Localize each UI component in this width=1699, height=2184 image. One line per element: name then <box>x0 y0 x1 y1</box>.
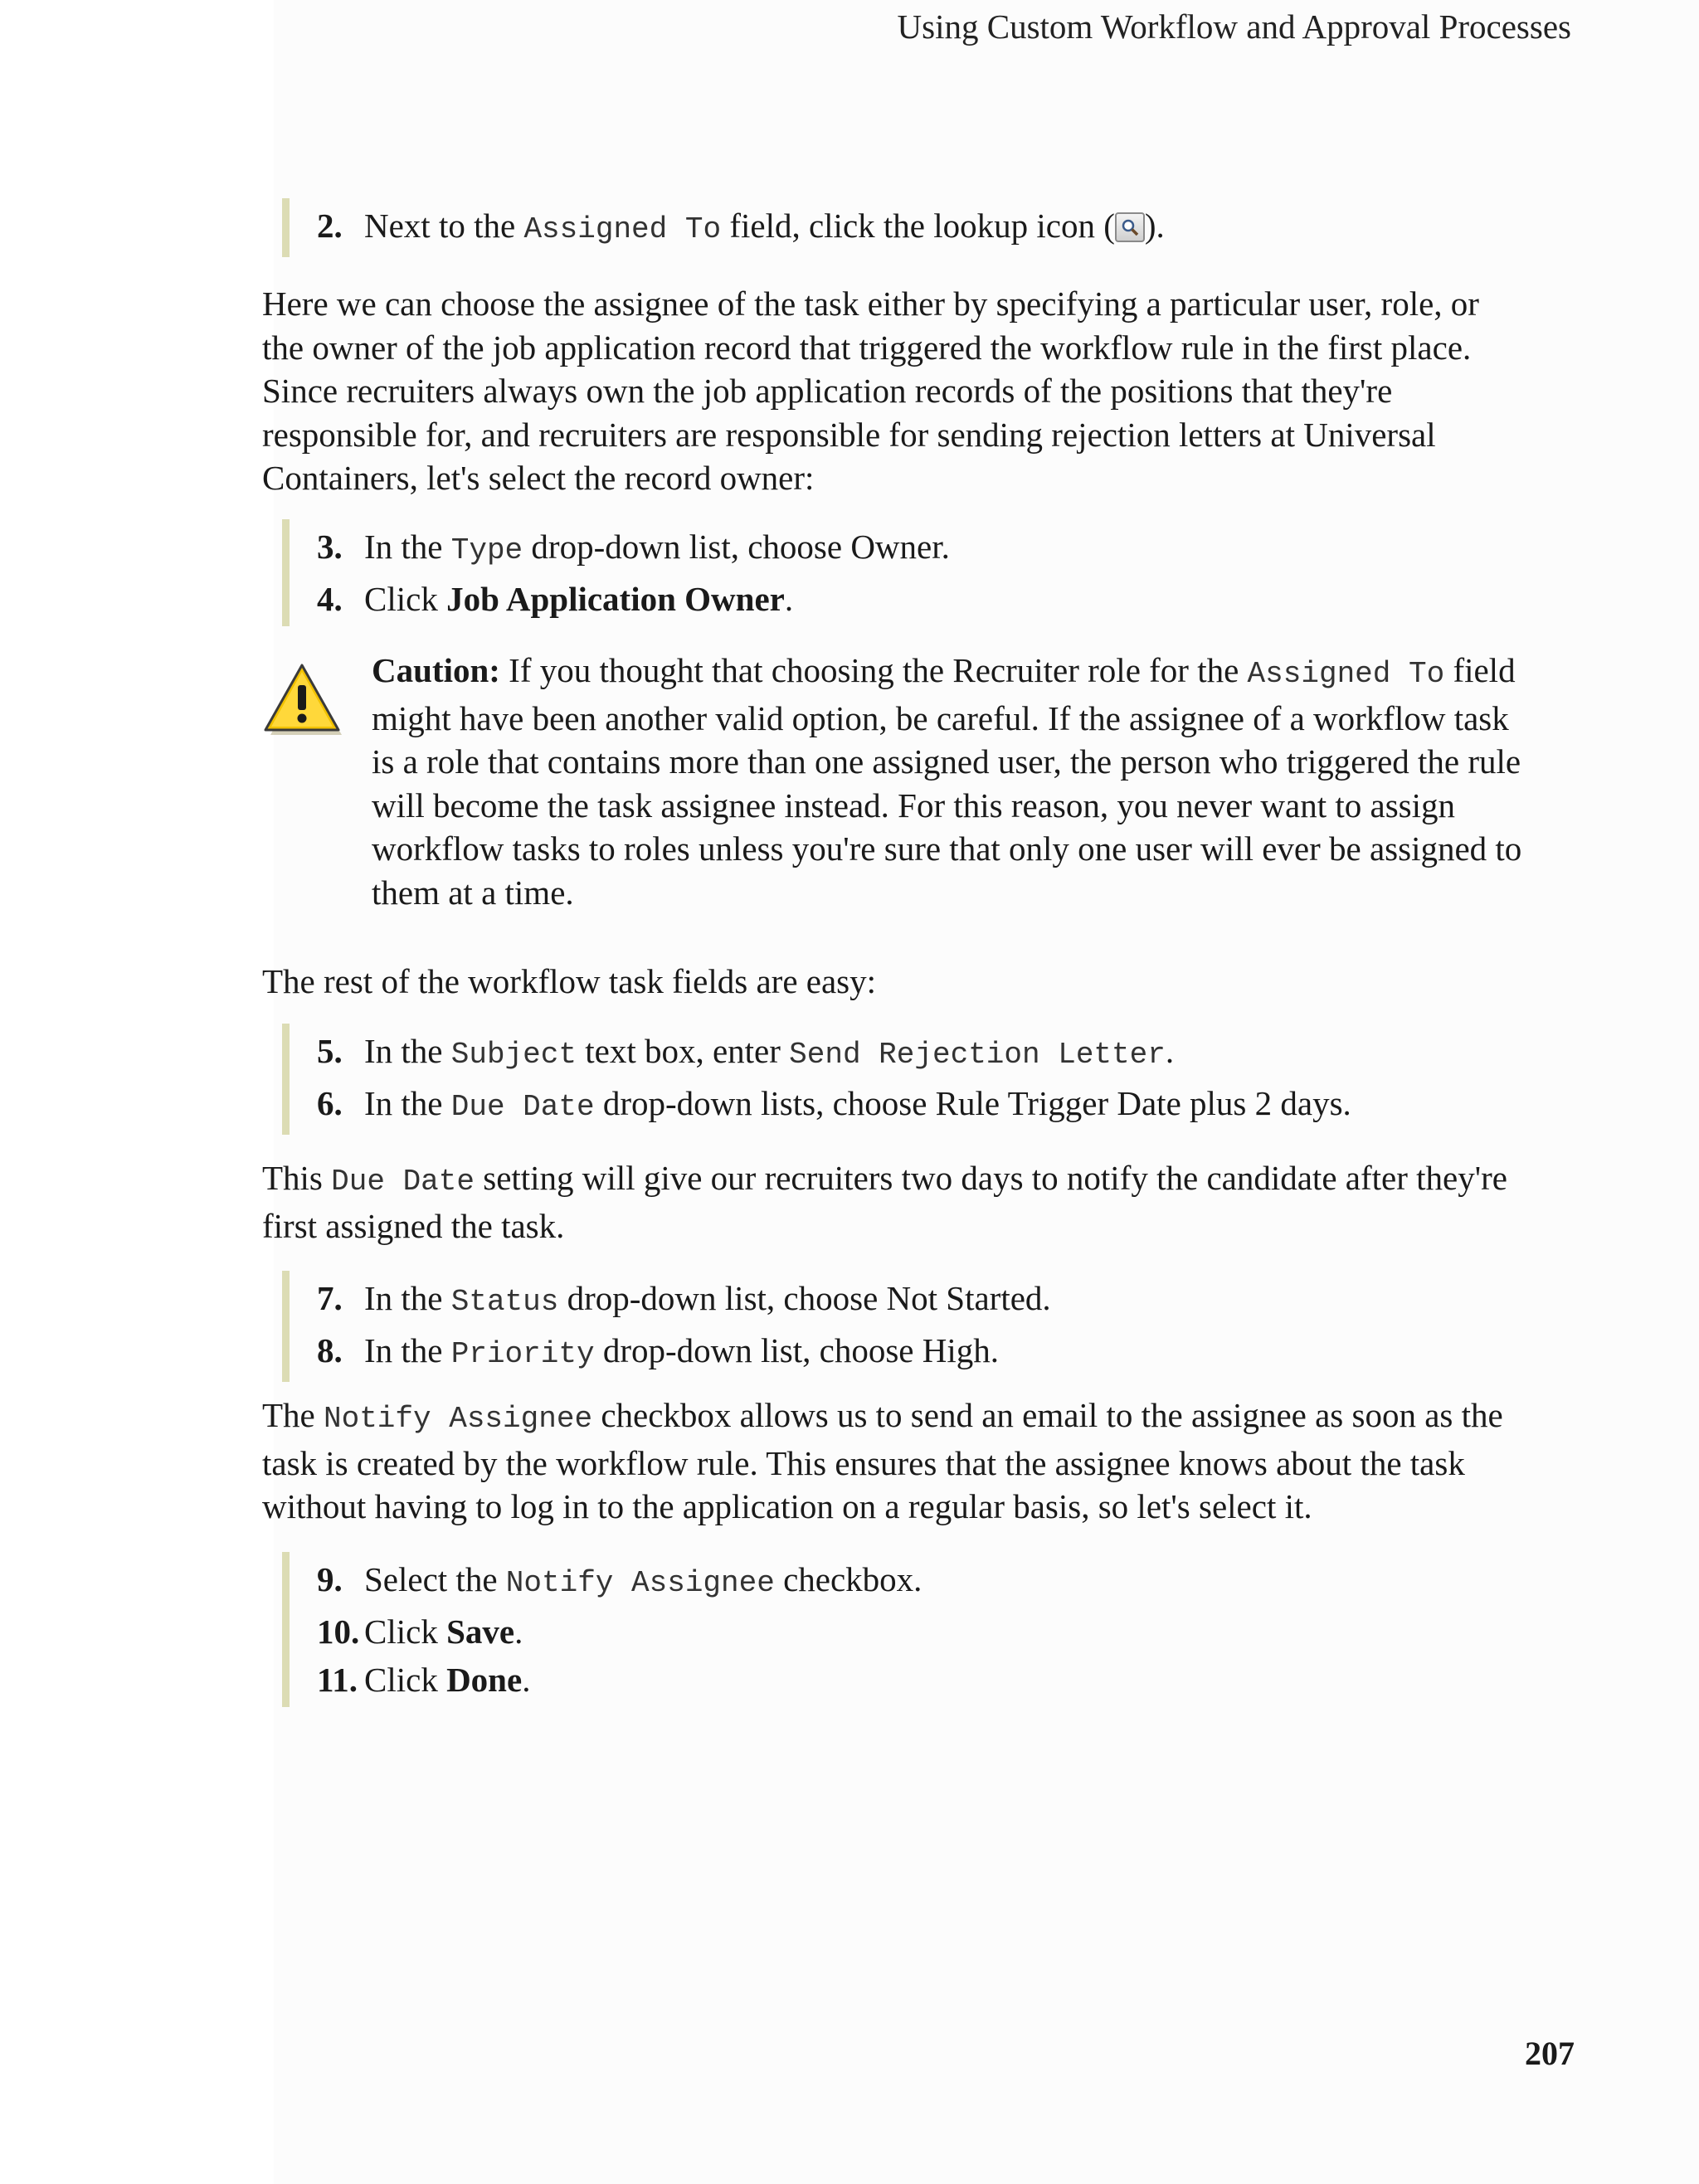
step-number: 7. <box>317 1279 343 1317</box>
step-number: 6. <box>317 1084 343 1122</box>
field-name: Assigned To <box>523 212 722 246</box>
steps-block-9-11 <box>282 1552 922 1707</box>
field-name: Due Date <box>450 1090 595 1124</box>
step-number: 8. <box>317 1331 343 1369</box>
field-name: Type <box>450 533 523 567</box>
paragraph-notify: The Notify Assignee checkbox allows us to send an email to the assignee as soon as the task is created by the workflow rule. This ensures that the assignee knows about the task without having to log in to the application on a regular basis, so let's select it. <box>262 1396 1503 1525</box>
step-number: 4. <box>317 580 343 618</box>
caution-text: Caution: If you thought that choosing the Recruiter role for the Assigned To field might have been another valid option, be careful. If the assignee of a workflow task is a role that contains more than one assigned user, the person who triggered the rule will become the task assignee instead. For this reason, you never want to assign workflow tasks to roles unless you're sure that only one user will ever be assigned to them at a time. <box>372 651 1522 912</box>
field-name: Assigned To <box>1247 657 1445 691</box>
page-number: 207 <box>1525 2035 1575 2072</box>
button-name: Done <box>446 1661 523 1699</box>
caution-label: Caution: <box>372 651 500 689</box>
paragraph-assignee: Here we can choose the assignee of the task either by specifying a particular user, role, or the owner of the job application record that triggered the workflow rule in the first place. Since recruiters always own the job application records of the positions that they're responsible for, and recruiters are responsible for sending rejection letters at Universal Containers, let's select the record owner: <box>262 285 1479 497</box>
caution-note <box>262 649 1531 914</box>
button-name: Save <box>446 1612 515 1651</box>
step-4: 4. Click Job Application Owner. <box>317 575 950 623</box>
step-number: 10. <box>317 1612 360 1651</box>
field-name: Status <box>450 1285 559 1319</box>
field-value: Send Rejection Letter <box>789 1038 1166 1072</box>
step-7: 7. In the Status drop-down list, choose Not Started. <box>317 1274 1051 1326</box>
field-name: Due Date <box>331 1165 475 1199</box>
step-6: 6. In the Due Date drop-down lists, choose Rule Trigger Date plus 2 days. <box>317 1079 1351 1131</box>
step-5: 5. In the Subject text box, enter Send Rejection Letter. <box>317 1027 1351 1079</box>
steps-block-2 <box>282 198 1165 257</box>
field-name: Priority <box>450 1337 595 1371</box>
lookup-icon <box>1115 212 1145 242</box>
step-8: 8. In the Priority drop-down list, choose High. <box>317 1326 1051 1379</box>
field-name: Notify Assignee <box>505 1566 775 1600</box>
step-number: 2. <box>317 207 343 245</box>
step-2: 2. Next to the Assigned To field, click the lookup icon ( ). <box>317 202 1165 254</box>
paragraph-due-date: This Due Date setting will give our recruiters two days to notify the candidate after they're first assigned the task. <box>262 1159 1507 1245</box>
step-10: 10. Click Save. <box>317 1608 922 1656</box>
steps-block-5-6 <box>282 1024 1351 1135</box>
step-number: 5. <box>317 1032 343 1070</box>
step-9: 9. Select the Notify Assignee checkbox. <box>317 1555 922 1608</box>
step-11: 11. Click Done. <box>317 1656 922 1704</box>
field-name: Subject <box>450 1038 577 1072</box>
steps-block-3-4 <box>282 519 950 626</box>
step-number: 11. <box>317 1661 358 1699</box>
caution-warning-icon <box>262 660 345 744</box>
field-name: Notify Assignee <box>324 1402 593 1436</box>
step-3: 3. In the Type drop-down list, choose Owner. <box>317 523 950 575</box>
step-number: 9. <box>317 1560 343 1598</box>
paragraph-task-fields: The rest of the workflow task fields are easy: <box>262 962 877 1000</box>
running-header: Using Custom Workflow and Approval Processes <box>897 7 1571 46</box>
button-name: Job Application Owner <box>446 580 785 618</box>
steps-block-7-8 <box>282 1271 1051 1382</box>
step-number: 3. <box>317 528 343 566</box>
